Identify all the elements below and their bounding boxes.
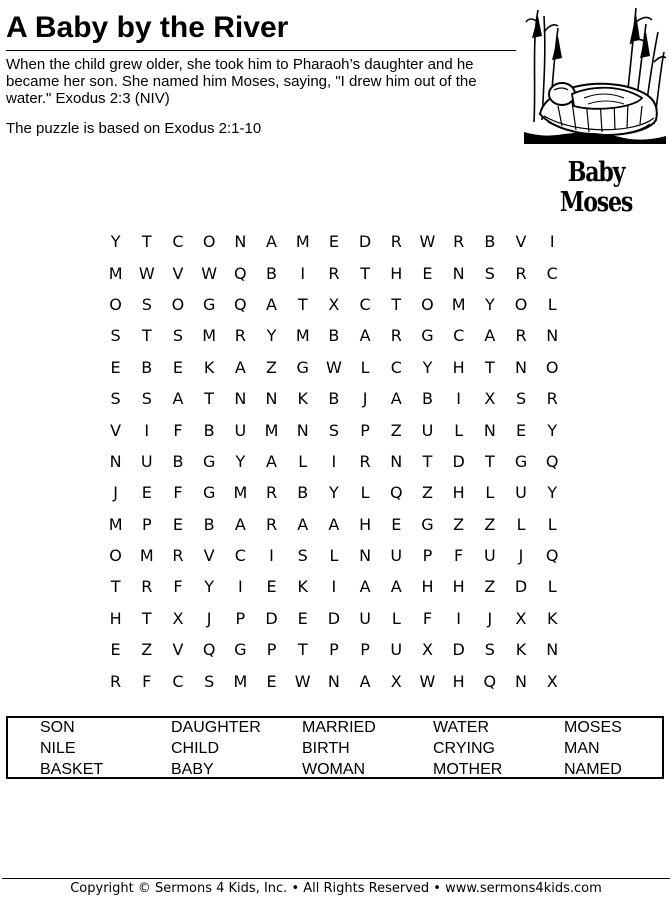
grid-letter: J [113,483,118,503]
grid-letter: Z [266,357,278,377]
grid-letter: Z [484,514,496,534]
grid-letter: M [233,483,248,503]
page-title: A Baby by the River [6,11,289,44]
grid-letter: V [172,640,184,660]
grid-letter: W [325,357,342,377]
word-list-item: MARRIED [302,719,376,736]
grid-letter: X [484,389,496,409]
grid-letter: I [331,451,337,471]
grid-letter: N [546,326,559,346]
grid-letter: I [144,420,150,440]
grid-letter: T [110,577,121,597]
grid-row [100,446,568,477]
grid-letter: T [141,608,152,628]
grid-letter: X [421,640,433,660]
word-list-item: MAN [564,740,600,757]
grid-letter: T [141,232,152,252]
grid-letter: L [360,483,370,503]
grid-letter: E [110,357,121,377]
grid-letter: A [266,232,277,252]
grid-letter: U [515,483,527,503]
grid-letter: N [452,263,465,283]
grid-letter: J [362,389,368,409]
grid-letter: P [360,420,370,440]
grid-letter: L [516,514,526,534]
grid-letter: E [297,608,308,628]
grid-letter: Q [234,294,247,314]
intro-text: When the child grew older, she took him to Pharaoh’s daughter and he became her son. She named him Moses, saying, "I drew him out of the water." Exodus 2:3 (NIV) [6,56,477,107]
grid-letter: Z [421,483,433,503]
grid-row [100,634,568,665]
grid-letter: T [360,263,370,283]
grid-letter: M [295,232,310,252]
grid-letter: Q [234,263,247,283]
grid-letter: R [328,263,340,283]
grid-letter: H [452,671,465,691]
grid-letter: H [452,577,465,597]
grid-letter: U [359,608,371,628]
grid-letter: I [331,577,337,597]
grid-letter: B [172,451,184,471]
grid-letter: Z [453,514,465,534]
grid-letter: N [515,357,528,377]
grid-letter: B [328,326,340,346]
grid-letter: T [484,357,495,377]
grid-letter: R [390,232,402,252]
grid-letter: G [202,294,216,314]
grid-letter: D [265,608,278,628]
grid-letter: C [453,326,465,346]
grid-letter: G [514,451,528,471]
grid-letter: G [202,451,216,471]
grid-letter: D [514,577,528,597]
grid-letter: B [484,232,496,252]
grid-letter: V [203,546,215,566]
word-search-grid [100,226,568,697]
word-list-item: CHILD [171,740,220,757]
grid-letter: G [296,357,309,377]
copyright-footer: Copyright © Sermons 4 Kids, Inc. • All Rights Reserved • www.sermons4kids.com [70,881,602,896]
grid-letter: Q [389,483,403,503]
grid-letter: E [391,514,402,534]
grid-letter: I [300,263,306,283]
grid-row [100,603,568,634]
grid-letter: T [391,294,402,314]
grid-letter: M [295,326,310,346]
grid-letter: R [265,514,278,534]
grid-row [100,540,568,571]
grid-letter: H [452,357,465,377]
grid-letter: Q [483,671,497,691]
grid-letter: Z [141,640,153,660]
grid-letter: F [454,546,464,566]
grid-letter: K [546,608,558,628]
title-underline [6,50,516,51]
grid-letter: Y [235,451,246,471]
grid-letter: X [390,671,402,691]
grid-letter: O [545,357,559,377]
grid-letter: U [483,546,496,566]
grid-letter: X [515,608,527,628]
grid-letter: U [421,420,434,440]
word-list-item: NAMED [564,761,622,778]
grid-row [100,352,568,383]
grid-letter: E [328,232,339,252]
grid-letter: A [359,577,371,597]
grid-letter: E [266,577,277,597]
grid-letter: A [297,514,309,534]
grid-letter: R [172,546,184,566]
grid-letter: V [172,263,184,283]
grid-letter: K [297,389,308,409]
grid-letter: M [108,514,123,534]
grid-letter: H [359,514,372,534]
word-list-item: BASKET [40,761,104,778]
word-list-item: MOSES [564,719,622,736]
grid-letter: N [265,389,278,409]
grid-letter: Y [547,420,558,440]
grid-letter: T [204,389,215,409]
grid-letter: W [201,263,218,283]
word-list-item: SON [40,719,75,736]
grid-letter: T [297,294,308,314]
logo-caption: Baby Moses [559,157,633,218]
scripture-reference: The puzzle is based on Exodus 2:1-10 [6,120,262,137]
grid-letter: K [515,640,527,660]
grid-row [100,226,568,257]
word-list-item: WOMAN [302,761,366,778]
grid-letter: R [453,232,465,252]
grid-letter: O [421,294,434,314]
grid-row [100,509,568,540]
grid-letter: F [173,420,183,440]
grid-letter: S [484,640,495,660]
grid-letter: R [515,326,527,346]
word-list-box [6,716,664,779]
grid-row [100,257,568,288]
grid-letter: U [234,420,247,440]
grid-letter: Y [204,577,215,597]
grid-letter: S [297,546,308,566]
grid-letter: I [456,389,462,409]
word-list-item: WATER [433,719,489,736]
grid-letter: T [484,451,495,471]
grid-letter: D [358,232,372,252]
grid-letter: T [422,451,433,471]
grid-letter: D [327,608,341,628]
grid-letter: T [141,326,152,346]
grid-letter: N [109,451,122,471]
grid-letter: W [294,671,311,691]
grid-letter: M [108,263,123,283]
grid-letter: S [515,389,527,409]
grid-letter: W [138,263,155,283]
grid-row [100,289,568,320]
grid-letter: N [483,420,496,440]
grid-letter: C [234,546,246,566]
grid-letter: B [203,420,215,440]
grid-letter: U [390,546,403,566]
grid-letter: X [546,671,558,691]
grid-letter: A [484,326,496,346]
grid-row [100,571,568,602]
grid-row [100,320,568,351]
grid-letter: V [515,232,527,252]
grid-letter: E [172,357,184,377]
grid-letter: R [141,577,153,597]
grid-letter: L [547,514,557,534]
grid-letter: L [547,294,557,314]
grid-letter: S [110,389,121,409]
grid-letter: N [296,420,309,440]
grid-letter: P [329,640,339,660]
grid-letter: A [172,389,184,409]
grid-letter: I [269,546,274,566]
grid-letter: R [546,389,558,409]
grid-letter: Y [266,326,277,346]
grid-letter: F [173,577,183,597]
grid-letter: Y [329,483,339,503]
grid-letter: L [547,577,557,597]
grid-letter: E [422,263,433,283]
grid-letter: E [266,671,277,691]
grid-letter: M [139,546,154,566]
grid-letter: A [266,294,277,314]
grid-letter: P [266,640,277,660]
grid-letter: M [264,420,279,440]
word-list-item: NILE [40,740,76,757]
grid-letter: R [265,483,278,503]
grid-letter: F [173,483,183,503]
grid-letter: G [421,514,434,534]
grid-letter: S [328,420,339,440]
grid-letter: R [390,326,402,346]
grid-letter: S [204,671,215,691]
grid-letter: E [515,420,527,440]
grid-letter: Q [202,640,216,660]
grid-letter: S [484,263,495,283]
grid-letter: B [141,357,153,377]
grid-letter: R [110,671,122,691]
grid-letter: B [328,389,340,409]
grid-letter: J [518,546,524,566]
grid-letter: I [456,608,462,628]
grid-letter: L [391,608,401,628]
grid-letter: Y [110,232,121,252]
grid-letter: N [546,640,559,660]
grid-letter: L [298,451,308,471]
grid-letter: C [546,263,558,283]
word-list-item: BABY [171,761,214,778]
word-list-item: DAUGHTER [171,719,261,736]
grid-letter: S [141,389,152,409]
grid-letter: G [421,326,434,346]
grid-letter: L [454,420,464,440]
grid-letter: O [171,294,185,314]
grid-letter: Y [547,483,558,503]
grid-letter: E [141,483,152,503]
grid-letter: S [141,294,152,314]
grid-letter: B [297,483,309,503]
grid-letter: Q [545,546,559,566]
grid-letter: A [234,357,246,377]
grid-row [100,665,568,696]
footer-divider [2,878,670,879]
grid-letter: A [359,326,371,346]
grid-letter: S [172,326,184,346]
grid-letter: Z [390,420,402,440]
grid-letter: N [390,451,403,471]
grid-row [100,477,568,508]
grid-letter: H [421,577,434,597]
grid-letter: C [172,232,184,252]
grid-letter: F [422,608,433,628]
grid-letter: A [234,514,246,534]
grid-letter: L [360,357,370,377]
grid-letter: C [172,671,184,691]
grid-letter: U [390,640,403,660]
grid-letter: P [422,546,433,566]
grid-letter: O [109,546,122,566]
grid-letter: F [142,671,152,691]
grid-letter: O [514,294,528,314]
grid-row [100,414,568,445]
grid-letter: G [234,640,247,660]
grid-letter: H [452,483,465,503]
grid-letter: P [141,514,152,534]
word-list-item: BIRTH [302,740,350,757]
grid-letter: B [421,389,433,409]
grid-letter: B [203,514,215,534]
grid-letter: S [110,326,121,346]
grid-letter: Z [484,577,496,597]
grid-letter: I [237,577,243,597]
grid-letter: N [234,389,247,409]
grid-letter: C [390,357,402,377]
grid-letter: D [452,451,465,471]
grid-letter: K [297,577,308,597]
grid-letter: C [359,294,371,314]
grid-letter: H [390,263,403,283]
grid-letter: Y [484,294,495,314]
grid-letter: O [109,294,122,314]
grid-letter: R [234,326,246,346]
grid-letter: D [452,640,465,660]
grid-letter: R [515,263,527,283]
grid-letter: P [235,608,246,628]
grid-letter: J [487,608,493,628]
word-list-item: MOTHER [433,761,503,778]
grid-letter: P [360,640,370,660]
grid-letter: J [206,608,212,628]
grid-letter: X [172,608,184,628]
grid-letter: X [328,294,340,314]
grid-letter: E [110,640,121,660]
grid-row [100,383,568,414]
grid-letter: I [549,232,555,252]
grid-letter: N [359,546,372,566]
grid-letter: A [390,577,402,597]
grid-letter: K [203,357,215,377]
grid-letter: O [202,232,216,252]
grid-letter: A [359,671,371,691]
grid-letter: U [140,451,153,471]
grid-letter: Q [545,451,559,471]
grid-letter: N [327,671,340,691]
grid-letter: E [172,514,184,534]
grid-letter: N [515,671,528,691]
grid-letter: A [390,389,402,409]
word-list-item: CRYING [433,740,495,757]
grid-letter: R [359,451,371,471]
grid-letter: W [419,232,436,252]
grid-letter: T [297,640,308,660]
grid-letter: Y [422,357,433,377]
grid-letter: V [110,420,122,440]
grid-letter: W [419,671,436,691]
grid-letter: G [202,483,216,503]
grid-letter: B [266,263,278,283]
grid-letter: M [451,294,466,314]
grid-letter: L [329,546,339,566]
grid-letter: L [485,483,495,503]
grid-letter: N [234,232,247,252]
grid-letter: A [266,451,277,471]
grid-letter: M [233,671,248,691]
grid-letter: A [328,514,340,534]
grid-letter: M [202,326,217,346]
grid-letter: H [109,608,122,628]
